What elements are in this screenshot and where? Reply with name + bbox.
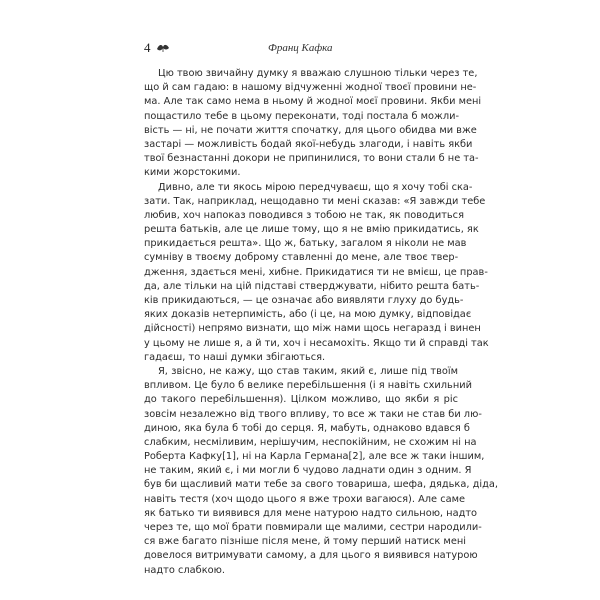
text-line: вість — ні, не почати життя спочатку, для цього обидва ми вже <box>144 124 477 136</box>
paragraph <box>144 181 489 365</box>
text-line: був би щасливий мати тебе за свого товариша, шефа, дядька, діда, <box>144 479 498 491</box>
running-title: Франц Кафка <box>268 42 333 54</box>
text-line: ма. Але так само нема в ньому й жодної моєї провини. Якби мені <box>144 96 482 108</box>
text-line: сумніву в твоєму доброму ставленні до мене, але твоє твер- <box>144 252 459 264</box>
text-line: решта батьків, але це лише тому, що я не вмію прикидатись, як <box>144 224 479 236</box>
text-line: зати. Так, наприклад, нещодавно ти мені сказав: «Я завжди тебе <box>144 195 486 207</box>
text-line: ся вже багато пізніше після мене, й тому перший натиск мені <box>144 536 466 548</box>
leaf-ornament-icon <box>156 43 170 52</box>
body-text <box>144 67 498 578</box>
text-line: ків прикидаються, — це означає або виявляти глуху до будь- <box>144 295 464 306</box>
text-line: Цю твою звичайну думку я вважаю слушною тільки через те, <box>158 68 478 79</box>
text-line: прикидається решта». Що ж, батьку, загалом я ніколи не мав <box>144 238 467 250</box>
text-line: зовсім незалежно від твого впливу, то все ж таки не став би лю- <box>144 408 482 420</box>
text-line: Я, звісно, не кажу, що став таким, який є, лише під твоїм <box>158 365 458 377</box>
page-number: 4 <box>144 40 151 55</box>
paragraph <box>144 365 498 578</box>
paragraph <box>144 67 482 181</box>
text-line: у цьому не лише я, а й ти, хоч і несамохіть. Якщо ти й справді так <box>144 337 489 349</box>
text-line: кими жорстокими. <box>144 167 241 179</box>
text-line: навіть тестя (хоч щодо цього я вже трохи вагаюся). Але саме <box>144 493 466 505</box>
text-line: через те, що мої брати повмирали ще малими, сестри народили- <box>144 522 482 533</box>
text-line: дійсності) непрямо визнати, що між нами щось негаразд і винен <box>144 323 481 335</box>
text-line: Дивно, але ти якось мірою передчуваєш, що я хочу тобі ска- <box>158 181 473 193</box>
text-line: що й сам гадаю: в нашому відчуженні жодної твоєї провини не- <box>144 82 477 94</box>
text-line: твої безнастанні докори не припинилися, то вони стали б не та- <box>144 153 479 165</box>
text-line: застарі — можливість бодай якої-небудь злагоди, і навіть якби <box>144 138 473 150</box>
page-header <box>144 41 458 55</box>
text-line: дження, здається мені, хибне. Прикидатися ти не вмієш, це прав- <box>144 266 488 278</box>
text-line: не таким, який є, і ми могли б чудово ладнати один з одним. Я <box>144 465 472 477</box>
text-line: слабким, несміливим, нерішучим, неспокійним, не схожим ні на <box>144 436 477 448</box>
text-line: яких доказів нетерпимість, або (і це, на мою думку, відповідає <box>144 309 472 321</box>
text-line: гадаєш, то наші думки збігаються. <box>144 351 326 363</box>
text-line: як батько ти виявився для мене натурою надто сильною, надто <box>144 507 478 519</box>
text-line: пощастило тебе в цьому переконати, тоді постала б можли- <box>144 110 460 122</box>
text-line: Роберта Кафку[1], ні на Карла Германа[2], але все ж таки іншим, <box>144 451 485 463</box>
text-line: впливом. Це було б велике перебільшення (і я навіть схильний <box>144 380 472 392</box>
text-line: до такого перебільшення). Цілком можливо, що якби я ріс <box>144 394 458 406</box>
text-line: диною, яка була б тобі до серця. Я, мабуть, однаково вдався б <box>144 422 470 434</box>
text-line: любив, хоч напоказ поводився з тобою не так, як поводиться <box>144 209 464 221</box>
text-line: довелося витримувати самому, а для цього я виявився натурою <box>144 550 478 562</box>
text-line: надто слабкою. <box>144 564 225 576</box>
text-line: да, але тільки на цій підставі стверджувати, нібито решта бать- <box>144 280 480 292</box>
